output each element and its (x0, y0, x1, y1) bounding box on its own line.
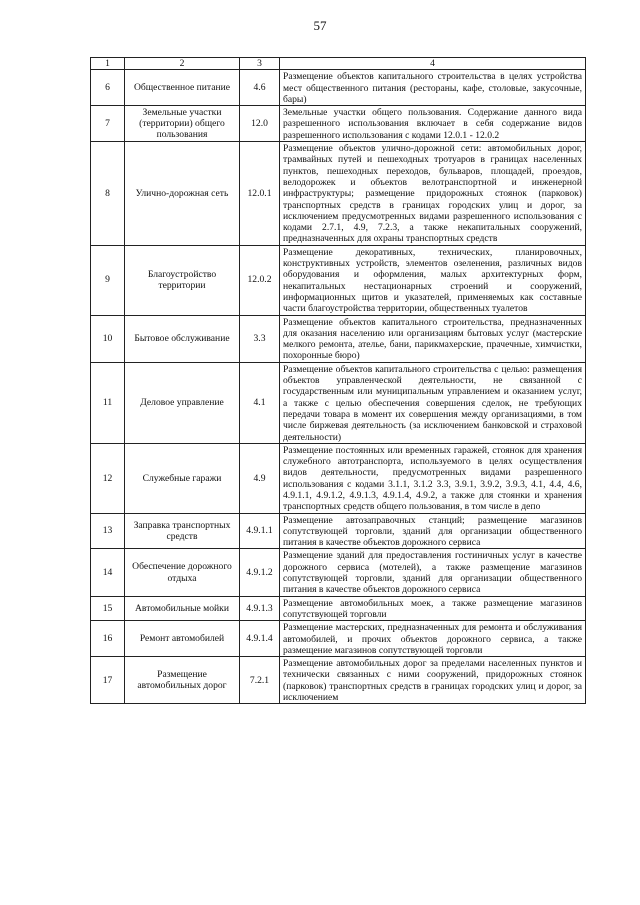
land-use-code: 4.9.1.4 (240, 621, 280, 657)
table-row (91, 245, 586, 315)
land-use-name: Автомобильные мойки (125, 596, 240, 621)
land-use-description: Размещение мастерских, предназначенных для ремонта и обслуживания автомобилей, и прочих объектов дорожного сервиса, а также размещение магазинов сопутствующей торговли (280, 621, 586, 657)
row-number: 17 (91, 657, 125, 704)
table-row (91, 315, 586, 362)
row-number: 12 (91, 443, 125, 513)
land-use-name: Общественное питание (125, 70, 240, 106)
land-use-code: 4.9 (240, 443, 280, 513)
land-use-description: Размещение автозаправочных станций; размещение магазинов сопутствующей торговли, зданий для организации общественного питания в качестве объектов дорожного сервиса (280, 513, 586, 549)
land-use-description: Размещение автомобильных дорог за пределами населенных пунктов и технически связанных с ними сооружений, придорожных стоянок (парковок) транспортных средств в границах городских улиц и дорог, за исключением (280, 657, 586, 704)
land-use-name: Благоустройство территории (125, 245, 240, 315)
table-row (91, 443, 586, 513)
land-use-name: Улично-дорожная сеть (125, 142, 240, 246)
table-row (91, 621, 586, 657)
table-row (91, 106, 586, 142)
table-row (91, 362, 586, 443)
land-use-code: 12.0.1 (240, 142, 280, 246)
land-use-code: 4.9.1.3 (240, 596, 280, 621)
land-use-description: Размещение декоративных, технических, планировочных, конструктивных устройств, элементов озеленения, различных видов оборудования и оформления, малых архитектурных форм, некапитальных нестационарных строений и сооружений, информационных щитов и указателей, применяемых как составные части благоустройства территории, общественных туалетов (280, 245, 586, 315)
land-use-description: Размещение зданий для предоставления гостиничных услуг в качестве дорожного сервиса (мотелей), а также размещение магазинов сопутствующей торговли, зданий для организации общественного питания в качестве объектов дорожного сервиса (280, 549, 586, 596)
row-number: 10 (91, 315, 125, 362)
row-number: 8 (91, 142, 125, 246)
land-use-name: Земельные участки (территории) общего пользования (125, 106, 240, 142)
land-use-description: Земельные участки общего пользования. Содержание данного вида разрешенного использования включает в себя содержание видов разрешенного использования с кодами 12.0.1 - 12.0.2 (280, 106, 586, 142)
column-header-4: 4 (280, 58, 586, 70)
land-use-code: 4.1 (240, 362, 280, 443)
column-header-1: 1 (91, 58, 125, 70)
table-row (91, 596, 586, 621)
column-header-2: 2 (125, 58, 240, 70)
land-use-name: Деловое управление (125, 362, 240, 443)
table-row (91, 70, 586, 106)
land-use-name: Заправка транспортных средств (125, 513, 240, 549)
page-number: 57 (313, 18, 327, 33)
row-number: 15 (91, 596, 125, 621)
land-use-code: 4.6 (240, 70, 280, 106)
table-row (91, 513, 586, 549)
row-number: 6 (91, 70, 125, 106)
row-number: 16 (91, 621, 125, 657)
land-use-description: Размещение постоянных или временных гаражей, стоянок для хранения служебного автотранспорта, используемого в целях осуществления видов деятельности, предусмотренных видами разрешенного использования с кодами 3.1.1, 3.1.2 3.3, 3.9.1, 3.9.2, 3.9.3, 4.1, 4.4, 4.6, 4.9.1.1, 4.9.1.2, 4.9.1.3, 4.9.1.4, 4.9.2, а также для стоянки и хранения транспортных средств общего пользования, в том числе в депо (280, 443, 586, 513)
land-use-description: Размещение автомобильных моек, а также размещение магазинов сопутствующей торговли (280, 596, 586, 621)
land-use-name: Служебные гаражи (125, 443, 240, 513)
land-use-code: 12.0.2 (240, 245, 280, 315)
land-use-description: Размещение объектов улично-дорожной сети: автомобильных дорог, трамвайных путей и пешеходных тротуаров в границах населенных пунктов, пешеходных переходов, бульваров, площадей, проездов, велодорожек и объектов велотранспортной и инженерной инфраструктуры; размещение придорожных стоянок (парковок) транспортных средств в границах городских улиц и дорог, за исключением предусмотренных видами разрешенного использования с кодами 2.7.1, 4.9, 7.2.3, а также некапитальных сооружений, предназначенных для охраны транспортных средств (280, 142, 586, 246)
land-use-name: Ремонт автомобилей (125, 621, 240, 657)
land-use-description: Размещение объектов капитального строительства, предназначенных для оказания населению или организациям бытовых услуг (мастерские мелкого ремонта, ателье, бани, парикмахерские, прачечные, химчистки, похоронные бюро) (280, 315, 586, 362)
row-number: 11 (91, 362, 125, 443)
land-use-description: Размещение объектов капитального строительства с целью: размещения объектов управленческой деятельности, не связанной с государственным или муниципальным управлением и оказанием услуг, а также с целью обеспечения совершения сделок, не требующих передачи товара в момент их совершения между организациями, в том числе биржевая деятельность (за исключением банковской и страховой деятельности) (280, 362, 586, 443)
land-use-name: Размещение автомобильных дорог (125, 657, 240, 704)
row-number: 13 (91, 513, 125, 549)
land-use-code: 4.9.1.2 (240, 549, 280, 596)
land-use-code: 12.0 (240, 106, 280, 142)
table-row (91, 657, 586, 704)
land-use-table (90, 57, 586, 704)
land-use-name: Бытовое обслуживание (125, 315, 240, 362)
land-use-name: Обеспечение дорожного отдыха (125, 549, 240, 596)
table-header-row (91, 58, 586, 70)
land-use-code: 4.9.1.1 (240, 513, 280, 549)
row-number: 9 (91, 245, 125, 315)
land-use-code: 3.3 (240, 315, 280, 362)
row-number: 14 (91, 549, 125, 596)
table-row (91, 549, 586, 596)
table-row (91, 142, 586, 246)
land-use-description: Размещение объектов капитального строительства в целях устройства мест общественного питания (рестораны, кафе, столовые, закусочные, бары) (280, 70, 586, 106)
land-use-code: 7.2.1 (240, 657, 280, 704)
column-header-3: 3 (240, 58, 280, 70)
row-number: 7 (91, 106, 125, 142)
